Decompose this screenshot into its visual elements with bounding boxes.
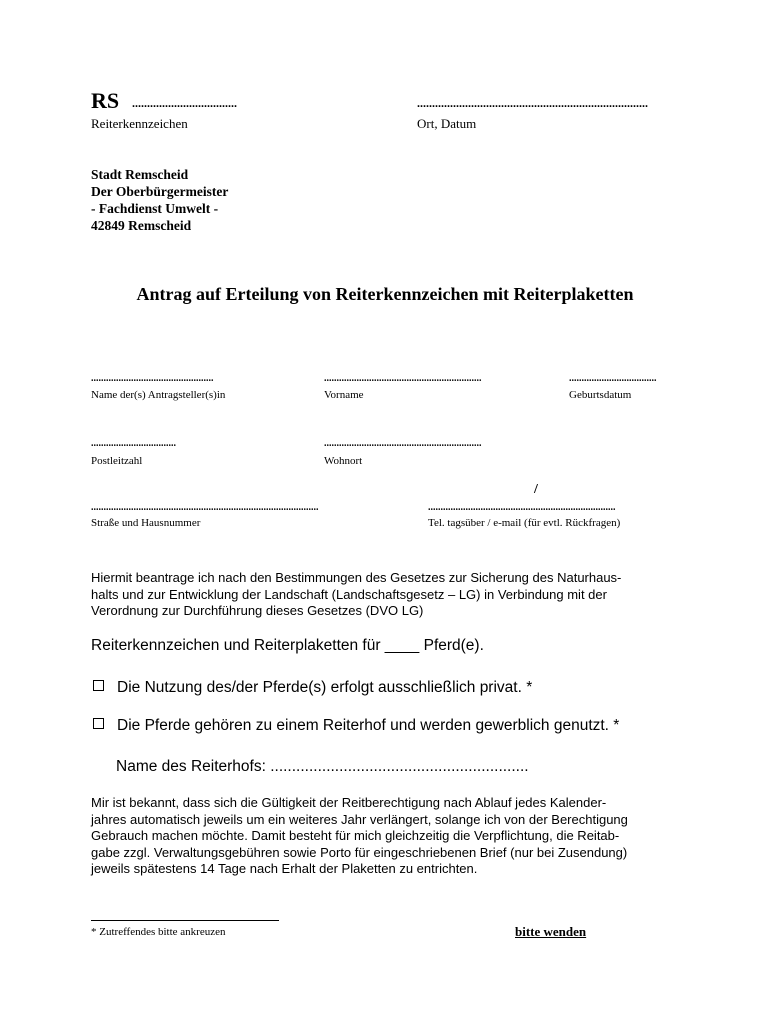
strasse-field[interactable]: ........................................................................................... bbox=[91, 502, 319, 513]
intro-paragraph bbox=[91, 570, 691, 620]
address-line: 42849 Remscheid bbox=[91, 218, 192, 233]
rs-label: RS bbox=[91, 88, 120, 113]
footnote-rule bbox=[91, 920, 279, 921]
address-block bbox=[91, 166, 228, 234]
rs-number-field[interactable]: ................................... bbox=[132, 96, 237, 110]
strasse-label: Straße und Hausnummer bbox=[91, 517, 201, 529]
notice-line: Gebrauch machen möchte. Damit besteht für mich gleichzeitig die Verpflichtung, die Reitab- bbox=[91, 828, 620, 843]
wohnort-field[interactable]: ............................................................... bbox=[324, 438, 482, 449]
turn-page-note: bitte wenden bbox=[515, 924, 587, 939]
intro-line: Verordnung zur Durchführung dieses Gesetzes (DVO LG) bbox=[91, 603, 424, 618]
geburtsdatum-field[interactable]: ................................... bbox=[569, 373, 657, 384]
place-date-caption: Ort, Datum bbox=[417, 116, 477, 131]
name-field[interactable]: ................................................. bbox=[91, 373, 214, 384]
wohnort-label: Wohnort bbox=[324, 455, 363, 467]
page-title: Antrag auf Erteilung von Reiterkennzeichen mit Reiterplaketten bbox=[136, 284, 634, 304]
intro-line: Hiermit beantrage ich nach den Bestimmungen des Gesetzes zur Sicherung des Naturhaus- bbox=[91, 570, 622, 585]
address-line: - Fachdienst Umwelt - bbox=[91, 201, 219, 216]
option-commercial bbox=[93, 717, 619, 735]
notice-line: jeweils spätestens 14 Tage nach Erhalt der Plaketten zu entrichten. bbox=[91, 861, 478, 876]
geburtsdatum-label: Geburtsdatum bbox=[569, 389, 632, 401]
intro-line: halts und zur Entwicklung der Landschaft (Landschaftsgesetz – LG) in Verbindung mit der bbox=[91, 586, 607, 602]
notice-line: jahres automatisch jeweils um ein weiteres Jahr verlängert, solange ich von der Berechtigung bbox=[91, 811, 628, 827]
notice-paragraph bbox=[91, 795, 691, 878]
private-checkbox[interactable] bbox=[93, 680, 104, 691]
address-line: Stadt Remscheid bbox=[91, 167, 189, 182]
name-label: Name der(s) Antragsteller(s)in bbox=[91, 389, 226, 401]
tel-email-separator: / bbox=[534, 482, 538, 497]
tel-email-field[interactable]: ........................................................................... bbox=[428, 502, 616, 513]
tel-email-label: Tel. tagsüber / e-mail (für evtl. Rückfragen) bbox=[428, 517, 621, 529]
plz-field[interactable]: .................................. bbox=[91, 438, 176, 449]
vorname-field[interactable]: ............................................................... bbox=[324, 373, 482, 384]
plz-label: Postleitzahl bbox=[91, 455, 143, 467]
notice-line: Mir ist bekannt, dass sich die Gültigkeit der Reitberechtigung nach Ablauf jedes Kalender- bbox=[91, 795, 607, 810]
option-private bbox=[93, 679, 532, 697]
option-private-label: Die Nutzung des/der Pferde(s) erfolgt ausschließlich privat. * bbox=[117, 679, 533, 696]
commercial-checkbox[interactable] bbox=[93, 718, 104, 729]
request-line: Reiterkennzeichen und Reiterplaketten für ____ Pferd(e). bbox=[91, 637, 484, 654]
vorname-label: Vorname bbox=[324, 389, 364, 401]
address-line: Der Oberbürgermeister bbox=[91, 184, 229, 199]
place-date-field[interactable]: ............................................................................. bbox=[417, 96, 648, 110]
notice-line: gabe zzgl. Verwaltungsgebühren sowie Porto für eingeschriebenen Brief (nur bei Zusendung) bbox=[91, 844, 628, 860]
reiterhof-name-field[interactable]: Name des Reiterhofs: ............................................................ bbox=[116, 758, 529, 775]
option-commercial-label: Die Pferde gehören zu einem Reiterhof und werden gewerblich genutzt. * bbox=[117, 717, 620, 734]
rs-caption: Reiterkennzeichen bbox=[91, 116, 188, 131]
footnote: * Zutreffendes bitte ankreuzen bbox=[91, 926, 226, 938]
